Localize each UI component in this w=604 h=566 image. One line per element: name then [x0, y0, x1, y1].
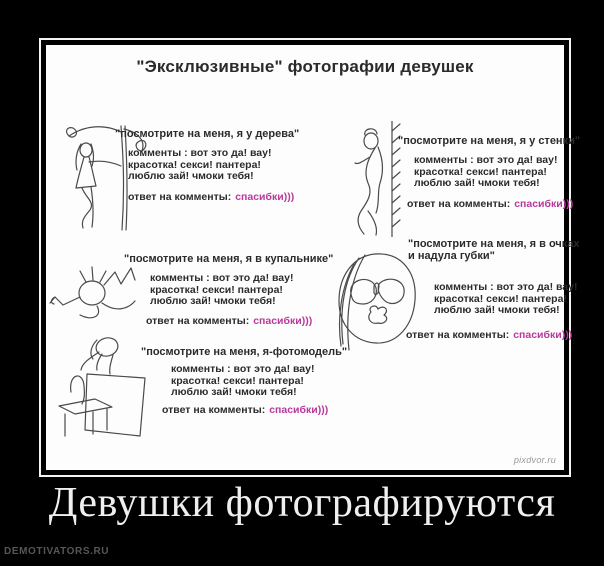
comment-line: красотка! секси! пантера! [150, 283, 283, 296]
panel-by-tree [115, 128, 299, 203]
site-watermark: DEMOTIVATORS.RU [4, 546, 110, 557]
comment-line: люблю зай! чмоки тебя! [414, 177, 540, 190]
panel-by-wall [398, 135, 580, 210]
comment-line: люблю зай! чмоки тебя! [434, 304, 560, 317]
panel-caption: "посмотрите на меня, я у дерева" [115, 128, 300, 140]
reply-label: ответ на комменты: [146, 314, 250, 327]
comment-line: комменты : вот это да! вау! [128, 147, 272, 159]
panel-caption: "посмотрите на меня, я у стенки" [398, 135, 581, 147]
poster-image [46, 45, 581, 470]
demotivator-caption: Девушки фотографируются [48, 480, 556, 526]
caption-line: "посмотрите на меня, я в очках [408, 238, 580, 250]
panel-caption [408, 238, 580, 262]
caption-line: и надула губки" [408, 250, 495, 262]
panel-swimsuit [124, 253, 333, 327]
panel-comments [414, 155, 580, 190]
panel-reply [162, 404, 347, 416]
panel-photo-model [141, 346, 347, 416]
corner-watermark: pixdvor.ru [513, 455, 556, 465]
reply-value: спасибки))) [513, 328, 573, 341]
reply-value: спасибки))) [269, 403, 329, 416]
reply-value: спасибки))) [253, 314, 313, 327]
comment-line: люблю зай! чмоки тебя! [128, 170, 254, 183]
reply-label: ответ на комменты: [128, 190, 232, 203]
reply-label: ответ на комменты: [407, 197, 511, 210]
panel-comments [150, 273, 333, 308]
reply-label: ответ на комменты: [162, 403, 266, 416]
comment-line: комменты : вот это да! вау! [434, 281, 578, 293]
comment-line: красотка! секси! пантера! [414, 165, 547, 178]
sketch-girl-by-wall-icon [350, 121, 402, 237]
reply-value: спасибки))) [235, 190, 295, 203]
comment-line: люблю зай! чмоки тебя! [171, 386, 297, 399]
panel-comments [434, 282, 580, 317]
comment-line: красотка! секси! пантера! [171, 374, 304, 387]
comment-line: комменты : вот это да! вау! [150, 272, 294, 284]
comment-line: красотка! секси! пантера! [434, 292, 567, 305]
panel-reply [146, 315, 333, 327]
reply-value: спасибки))) [514, 197, 574, 210]
poster-title: "Эксклюзивные" фотографии девушек [136, 57, 474, 76]
sketch-girl-photo-model-icon [55, 332, 150, 452]
panel-comments [128, 148, 299, 183]
panel-reply [406, 329, 580, 341]
reply-label: ответ на комменты: [406, 328, 510, 341]
comment-line: люблю зай! чмоки тебя! [150, 295, 276, 308]
panel-reply [128, 191, 299, 203]
panel-caption: "посмотрите на меня, я-фотомодель" [141, 346, 348, 358]
comment-line: комменты : вот это да! вау! [171, 363, 315, 375]
panel-comments [171, 364, 347, 399]
comment-line: красотка! секси! пантера! [128, 158, 261, 171]
demotivator-frame [39, 38, 581, 477]
panel-glasses [408, 238, 580, 341]
panel-reply [407, 198, 580, 210]
comment-line: комменты : вот это да! вау! [414, 154, 558, 166]
panel-caption: "посмотрите на меня, я в купальнике" [124, 253, 334, 265]
